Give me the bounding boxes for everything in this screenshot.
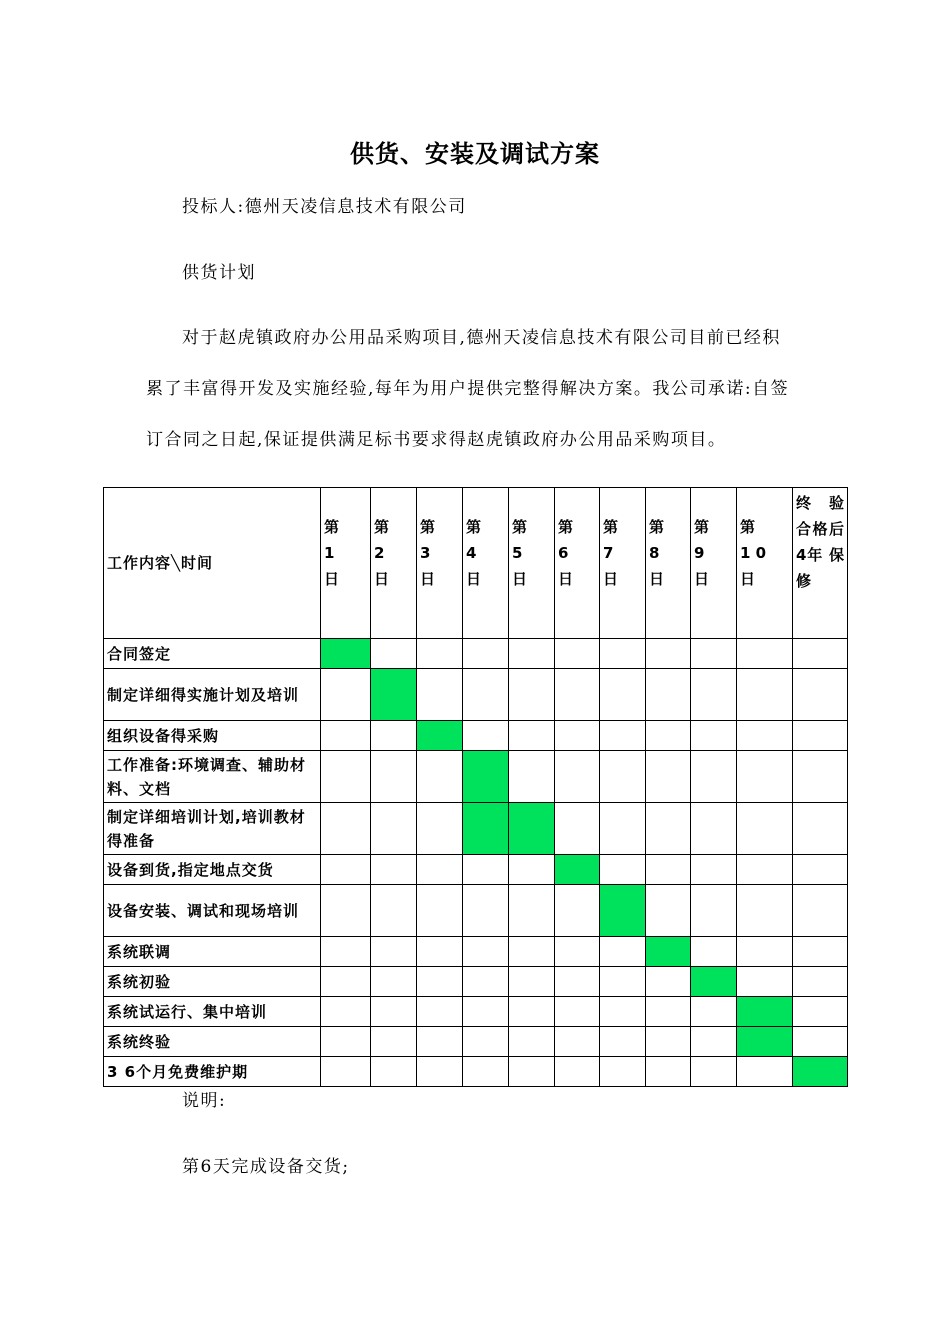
schedule-cell bbox=[417, 751, 463, 803]
schedule-cell bbox=[793, 639, 848, 669]
day-header-word: 第 bbox=[740, 518, 756, 536]
day-header-num: 7 bbox=[603, 544, 614, 562]
schedule-cell bbox=[463, 1057, 509, 1087]
corner-header: 工作内容╲时间 bbox=[104, 488, 321, 639]
schedule-cell bbox=[509, 885, 555, 937]
schedule-cell bbox=[417, 669, 463, 721]
day-header-unit: 日 bbox=[694, 570, 710, 588]
schedule-cell bbox=[321, 751, 371, 803]
task-label: 制定详细培训计划,培训教材得准备 bbox=[104, 803, 321, 855]
schedule-cell bbox=[793, 937, 848, 967]
task-row bbox=[104, 967, 848, 997]
schedule-cell-active bbox=[646, 937, 691, 967]
schedule-cell bbox=[646, 997, 691, 1027]
schedule-cell bbox=[509, 997, 555, 1027]
schedule-cell bbox=[646, 1057, 691, 1087]
warranty-header: 终 验 合格后 4年 保修 bbox=[793, 488, 848, 639]
note-label: 说明: bbox=[182, 1091, 227, 1111]
schedule-cell bbox=[371, 997, 417, 1027]
schedule-cell bbox=[737, 937, 793, 967]
day-header-num: 1 bbox=[324, 544, 335, 562]
schedule-cell bbox=[509, 639, 555, 669]
schedule-cell bbox=[600, 997, 646, 1027]
schedule-cell bbox=[737, 669, 793, 721]
schedule-cell bbox=[646, 721, 691, 751]
task-label: 系统终验 bbox=[104, 1027, 321, 1057]
schedule-cell bbox=[371, 1027, 417, 1057]
header-row bbox=[104, 488, 848, 639]
task-row bbox=[104, 803, 848, 855]
schedule-cell bbox=[509, 669, 555, 721]
schedule-cell bbox=[691, 721, 737, 751]
schedule-cell bbox=[509, 967, 555, 997]
day-header-unit: 日 bbox=[603, 570, 619, 588]
day-header-word: 第 bbox=[420, 518, 436, 536]
task-label: 组织设备得采购 bbox=[104, 721, 321, 751]
day-header-num: 1 0 bbox=[740, 544, 767, 562]
schedule-cell bbox=[737, 803, 793, 855]
schedule-cell bbox=[463, 885, 509, 937]
day-header-num: 2 bbox=[374, 544, 385, 562]
schedule-cell bbox=[646, 803, 691, 855]
schedule-cell bbox=[463, 669, 509, 721]
task-row bbox=[104, 639, 848, 669]
task-row bbox=[104, 669, 848, 721]
schedule-cell bbox=[371, 721, 417, 751]
day-header bbox=[691, 488, 737, 639]
schedule-cell-active bbox=[463, 751, 509, 803]
schedule-cell bbox=[371, 967, 417, 997]
schedule-cell-active bbox=[691, 967, 737, 997]
schedule-cell bbox=[600, 1027, 646, 1057]
section-heading: 供货计划 bbox=[182, 263, 256, 283]
schedule-cell bbox=[555, 803, 600, 855]
task-label: 系统试运行、集中培训 bbox=[104, 997, 321, 1027]
schedule-cell bbox=[555, 1057, 600, 1087]
schedule-cell bbox=[691, 639, 737, 669]
task-row bbox=[104, 721, 848, 751]
schedule-cell bbox=[463, 997, 509, 1027]
day-header-num: 8 bbox=[649, 544, 660, 562]
day-header-unit: 日 bbox=[649, 570, 665, 588]
intro-line: 订合同之日起,保证提供满足标书要求得赵虎镇政府办公用品采购项目。 bbox=[146, 430, 727, 450]
day-header-unit: 日 bbox=[558, 570, 574, 588]
day-header-unit: 日 bbox=[324, 570, 340, 588]
day-header bbox=[463, 488, 509, 639]
day-header-num: 4 bbox=[466, 544, 477, 562]
schedule-cell bbox=[646, 967, 691, 997]
schedule-cell bbox=[691, 997, 737, 1027]
schedule-cell bbox=[691, 803, 737, 855]
schedule-cell bbox=[793, 751, 848, 803]
schedule-cell-active bbox=[371, 669, 417, 721]
day-header-word: 第 bbox=[649, 518, 665, 536]
task-label: 设备安装、调试和现场培训 bbox=[104, 885, 321, 937]
schedule-cell bbox=[691, 937, 737, 967]
schedule-cell bbox=[463, 721, 509, 751]
schedule-cell bbox=[371, 1057, 417, 1087]
schedule-cell bbox=[600, 669, 646, 721]
schedule-cell bbox=[600, 751, 646, 803]
task-label: 系统初验 bbox=[104, 967, 321, 997]
schedule-cell bbox=[737, 967, 793, 997]
day-header-num: 5 bbox=[512, 544, 523, 562]
schedule-cell bbox=[646, 639, 691, 669]
day-header-num: 6 bbox=[558, 544, 569, 562]
day-header bbox=[371, 488, 417, 639]
schedule-cell bbox=[793, 967, 848, 997]
schedule-cell-active bbox=[737, 1027, 793, 1057]
schedule-cell bbox=[321, 721, 371, 751]
schedule-cell bbox=[793, 855, 848, 885]
schedule-cell bbox=[509, 855, 555, 885]
schedule-cell bbox=[737, 1057, 793, 1087]
schedule-table bbox=[103, 487, 848, 1087]
schedule-cell bbox=[737, 751, 793, 803]
day-header-word: 第 bbox=[694, 518, 710, 536]
task-label: 3 6个月免费维护期 bbox=[104, 1057, 321, 1087]
schedule-cell bbox=[555, 669, 600, 721]
schedule-cell bbox=[321, 1027, 371, 1057]
schedule-cell bbox=[646, 669, 691, 721]
schedule-cell bbox=[321, 803, 371, 855]
schedule-cell-active bbox=[793, 1057, 848, 1087]
schedule-cell bbox=[646, 885, 691, 937]
schedule-cell bbox=[371, 937, 417, 967]
schedule-cell-active bbox=[555, 855, 600, 885]
schedule-cell bbox=[646, 751, 691, 803]
day-header bbox=[417, 488, 463, 639]
schedule-cell bbox=[417, 1057, 463, 1087]
schedule-cell bbox=[321, 885, 371, 937]
schedule-cell bbox=[646, 1027, 691, 1057]
task-row bbox=[104, 997, 848, 1027]
task-label: 制定详细得实施计划及培训 bbox=[104, 669, 321, 721]
schedule-cell bbox=[555, 937, 600, 967]
day-header-unit: 日 bbox=[512, 570, 528, 588]
schedule-cell bbox=[600, 937, 646, 967]
schedule-cell bbox=[509, 937, 555, 967]
schedule-cell bbox=[793, 1027, 848, 1057]
bidder-line: 投标人:德州天凌信息技术有限公司 bbox=[182, 197, 467, 217]
schedule-cell bbox=[463, 967, 509, 997]
schedule-cell bbox=[793, 885, 848, 937]
schedule-cell bbox=[371, 639, 417, 669]
schedule-cell bbox=[417, 997, 463, 1027]
task-row bbox=[104, 885, 848, 937]
day-header bbox=[737, 488, 793, 639]
schedule-cell bbox=[600, 967, 646, 997]
schedule-cell bbox=[737, 855, 793, 885]
schedule-cell-active bbox=[509, 803, 555, 855]
day-header bbox=[555, 488, 600, 639]
intro-line: 累了丰富得开发及实施经验,每年为用户提供完整得解决方案。我公司承诺:自签 bbox=[146, 379, 790, 399]
schedule-cell bbox=[321, 967, 371, 997]
day-header bbox=[646, 488, 691, 639]
schedule-cell bbox=[371, 885, 417, 937]
schedule-cell bbox=[646, 855, 691, 885]
schedule-cell-active bbox=[737, 997, 793, 1027]
schedule-cell bbox=[417, 937, 463, 967]
task-row bbox=[104, 1027, 848, 1057]
schedule-cell bbox=[555, 721, 600, 751]
schedule-cell bbox=[509, 1057, 555, 1087]
schedule-cell bbox=[417, 639, 463, 669]
task-row bbox=[104, 751, 848, 803]
schedule-cell bbox=[509, 721, 555, 751]
schedule-cell-active bbox=[321, 639, 371, 669]
schedule-cell-active bbox=[463, 803, 509, 855]
schedule-cell bbox=[555, 967, 600, 997]
schedule-cell bbox=[555, 1027, 600, 1057]
schedule-cell bbox=[737, 639, 793, 669]
day-header-word: 第 bbox=[374, 518, 390, 536]
schedule-cell bbox=[691, 885, 737, 937]
schedule-cell bbox=[509, 1027, 555, 1057]
day-header-word: 第 bbox=[512, 518, 528, 536]
schedule-cell bbox=[321, 669, 371, 721]
day-header bbox=[509, 488, 555, 639]
schedule-cell bbox=[555, 639, 600, 669]
day-header-unit: 日 bbox=[420, 570, 436, 588]
schedule-cell bbox=[691, 1027, 737, 1057]
schedule-cell-active bbox=[600, 885, 646, 937]
task-row bbox=[104, 1057, 848, 1087]
day-header-num: 3 bbox=[420, 544, 431, 562]
day-header-unit: 日 bbox=[740, 570, 756, 588]
schedule-cell bbox=[600, 1057, 646, 1087]
task-label: 设备到货,指定地点交货 bbox=[104, 855, 321, 885]
schedule-cell bbox=[463, 855, 509, 885]
day-header-word: 第 bbox=[324, 518, 340, 536]
schedule-cell bbox=[509, 751, 555, 803]
task-label: 合同签定 bbox=[104, 639, 321, 669]
intro-line: 对于赵虎镇政府办公用品采购项目,德州天凌信息技术有限公司目前已经积 bbox=[182, 328, 781, 348]
schedule-cell bbox=[321, 937, 371, 967]
schedule-cell bbox=[321, 1057, 371, 1087]
schedule-cell bbox=[463, 1027, 509, 1057]
schedule-cell bbox=[600, 639, 646, 669]
task-row bbox=[104, 937, 848, 967]
schedule-cell bbox=[691, 1057, 737, 1087]
schedule-cell bbox=[691, 669, 737, 721]
schedule-cell bbox=[417, 1027, 463, 1057]
schedule-cell bbox=[793, 721, 848, 751]
schedule-cell bbox=[555, 885, 600, 937]
note-item: 第6天完成设备交货; bbox=[182, 1157, 350, 1177]
schedule-cell bbox=[600, 855, 646, 885]
task-label: 工作准备:环境调查、辅助材料、文档 bbox=[104, 751, 321, 803]
schedule-cell bbox=[417, 855, 463, 885]
schedule-cell bbox=[417, 803, 463, 855]
day-header-unit: 日 bbox=[466, 570, 482, 588]
day-header bbox=[600, 488, 646, 639]
schedule-cell bbox=[737, 721, 793, 751]
schedule-cell bbox=[371, 803, 417, 855]
schedule-cell bbox=[417, 967, 463, 997]
schedule-cell bbox=[793, 803, 848, 855]
day-header-unit: 日 bbox=[374, 570, 390, 588]
task-row bbox=[104, 855, 848, 885]
schedule-cell bbox=[691, 751, 737, 803]
schedule-cell bbox=[600, 721, 646, 751]
day-header bbox=[321, 488, 371, 639]
schedule-cell bbox=[793, 997, 848, 1027]
schedule-cell bbox=[737, 885, 793, 937]
schedule-cell bbox=[691, 855, 737, 885]
schedule-cell bbox=[321, 997, 371, 1027]
schedule-cell bbox=[600, 803, 646, 855]
schedule-cell bbox=[321, 855, 371, 885]
schedule-cell bbox=[463, 639, 509, 669]
day-header-word: 第 bbox=[466, 518, 482, 536]
day-header-word: 第 bbox=[558, 518, 574, 536]
schedule-cell bbox=[371, 855, 417, 885]
schedule-cell bbox=[463, 937, 509, 967]
schedule-cell bbox=[371, 751, 417, 803]
schedule-cell bbox=[555, 751, 600, 803]
schedule-cell-active bbox=[417, 721, 463, 751]
schedule-cell bbox=[793, 669, 848, 721]
schedule-cell bbox=[555, 997, 600, 1027]
page-title: 供货、安装及调试方案 bbox=[350, 140, 600, 168]
day-header-num: 9 bbox=[694, 544, 705, 562]
schedule-cell bbox=[417, 885, 463, 937]
day-header-word: 第 bbox=[603, 518, 619, 536]
task-label: 系统联调 bbox=[104, 937, 321, 967]
